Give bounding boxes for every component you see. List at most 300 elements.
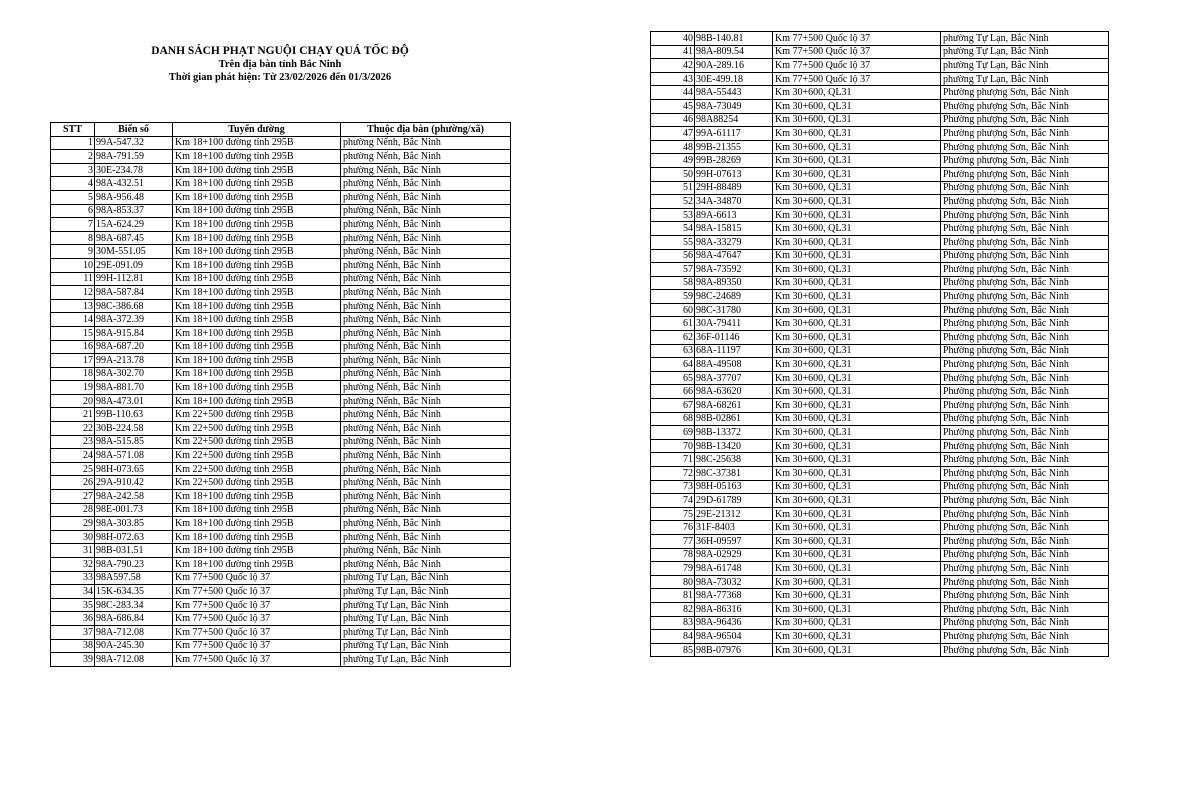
row-plate: 98A-242.58: [95, 490, 173, 504]
row-area: phường Nếnh, Bắc Ninh: [341, 190, 511, 204]
row-route: Km 30+600, QL31: [773, 317, 941, 331]
row-stt: 61: [651, 317, 695, 331]
row-plate: 98A-915.84: [95, 326, 173, 340]
row-stt: 50: [651, 167, 695, 181]
row-route: Km 30+600, QL31: [773, 480, 941, 494]
table-row: [51, 299, 511, 313]
row-area: phường Nếnh, Bắc Ninh: [341, 422, 511, 436]
row-plate: 98E-001.73: [95, 503, 173, 517]
row-plate: 30E-234.78: [95, 163, 173, 177]
document-period: Thời gian phát hiện: Từ 23/02/2026 đến 01/3/2026: [168, 72, 392, 83]
row-route: Km 30+600, QL31: [773, 494, 941, 508]
row-stt: 63: [651, 344, 695, 358]
table-row: [651, 167, 1109, 181]
row-area: phường Nếnh, Bắc Ninh: [341, 204, 511, 218]
table-row: [651, 521, 1109, 535]
row-area: phường Nếnh, Bắc Ninh: [341, 435, 511, 449]
row-route: Km 22+500 đường tỉnh 295B: [173, 422, 341, 436]
row-stt: 17: [51, 354, 95, 368]
row-plate: 90A-289.16: [695, 59, 773, 73]
row-area: phường Nếnh, Bắc Ninh: [341, 272, 511, 286]
row-plate: 98A-73032: [695, 575, 773, 589]
table-row: [651, 602, 1109, 616]
table-row: [51, 408, 511, 422]
row-stt: 30: [51, 530, 95, 544]
row-route: Km 30+600, QL31: [773, 99, 941, 113]
row-area: phường Nếnh, Bắc Ninh: [341, 503, 511, 517]
row-area: Phường phượng Sơn, Bắc Ninh: [941, 439, 1109, 453]
row-plate: 99H-07613: [695, 167, 773, 181]
row-stt: 59: [651, 290, 695, 304]
table-row: [651, 575, 1109, 589]
table-row: [51, 150, 511, 164]
column-header-plate: Biển số: [95, 123, 173, 137]
row-stt: 5: [51, 190, 95, 204]
row-plate: 98B-140.81: [695, 32, 773, 46]
row-stt: 60: [651, 303, 695, 317]
row-area: Phường phượng Sơn, Bắc Ninh: [941, 317, 1109, 331]
row-stt: 2: [51, 150, 95, 164]
row-stt: 82: [651, 602, 695, 616]
row-route: Km 18+100 đường tỉnh 295B: [173, 204, 341, 218]
row-stt: 80: [651, 575, 695, 589]
row-route: Km 30+600, QL31: [773, 548, 941, 562]
row-area: phường Tự Lạn, Bắc Ninh: [341, 598, 511, 612]
row-stt: 83: [651, 616, 695, 630]
row-area: Phường phượng Sơn, Bắc Ninh: [941, 426, 1109, 440]
row-route: Km 30+600, QL31: [773, 290, 941, 304]
row-stt: 10: [51, 258, 95, 272]
table-row: [651, 249, 1109, 263]
row-area: phường Nếnh, Bắc Ninh: [341, 286, 511, 300]
row-stt: 37: [51, 625, 95, 639]
table-row: [51, 313, 511, 327]
row-stt: 62: [651, 331, 695, 345]
row-area: Phường phượng Sơn, Bắc Ninh: [941, 589, 1109, 603]
row-plate: 29D-61789: [695, 494, 773, 508]
row-stt: 15: [51, 326, 95, 340]
row-route: Km 77+500 Quốc lộ 37: [773, 59, 941, 73]
row-route: Km 30+600, QL31: [773, 263, 941, 277]
row-stt: 46: [651, 113, 695, 127]
row-stt: 35: [51, 598, 95, 612]
row-plate: 98A-15815: [695, 222, 773, 236]
table-row: [51, 558, 511, 572]
row-route: Km 30+600, QL31: [773, 358, 941, 372]
row-plate: 98A-63620: [695, 385, 773, 399]
row-stt: 32: [51, 558, 95, 572]
row-stt: 25: [51, 462, 95, 476]
row-stt: 31: [51, 544, 95, 558]
row-area: phường Nếnh, Bắc Ninh: [341, 530, 511, 544]
row-stt: 1: [51, 136, 95, 150]
row-area: Phường phượng Sơn, Bắc Ninh: [941, 86, 1109, 100]
column-header-area: Thuộc địa bàn (phường/xã): [341, 123, 511, 137]
row-area: phường Tự Lạn, Bắc Ninh: [341, 571, 511, 585]
row-area: Phường phượng Sơn, Bắc Ninh: [941, 385, 1109, 399]
row-area: phường Nếnh, Bắc Ninh: [341, 326, 511, 340]
row-stt: 52: [651, 195, 695, 209]
row-stt: 69: [651, 426, 695, 440]
table-row: [51, 544, 511, 558]
table-row: [651, 303, 1109, 317]
row-route: Km 30+600, QL31: [773, 412, 941, 426]
row-stt: 84: [651, 630, 695, 644]
row-route: Km 30+600, QL31: [773, 113, 941, 127]
row-plate: 98A-791.59: [95, 150, 173, 164]
row-stt: 26: [51, 476, 95, 490]
row-route: Km 77+500 Quốc lộ 37: [773, 45, 941, 59]
row-route: Km 77+500 Quốc lộ 37: [173, 639, 341, 653]
row-route: Km 30+600, QL31: [773, 86, 941, 100]
row-route: Km 30+600, QL31: [773, 127, 941, 141]
row-stt: 64: [651, 358, 695, 372]
table-row: [651, 548, 1109, 562]
row-plate: 98C-24689: [695, 290, 773, 304]
row-route: Km 30+600, QL31: [773, 534, 941, 548]
row-area: phường Nếnh, Bắc Ninh: [341, 367, 511, 381]
table-row: [51, 190, 511, 204]
row-route: Km 22+500 đường tỉnh 295B: [173, 449, 341, 463]
row-area: phường Nếnh, Bắc Ninh: [341, 340, 511, 354]
row-plate: 99B-28269: [695, 154, 773, 168]
table-row: [51, 530, 511, 544]
row-area: Phường phượng Sơn, Bắc Ninh: [941, 412, 1109, 426]
row-plate: 29E-21312: [695, 507, 773, 521]
row-stt: 43: [651, 72, 695, 86]
row-route: Km 30+600, QL31: [773, 575, 941, 589]
table-row: [651, 127, 1109, 141]
table-row: [51, 449, 511, 463]
row-plate: 98A-02929: [695, 548, 773, 562]
row-area: phường Tự Lạn, Bắc Ninh: [341, 639, 511, 653]
row-plate: 98B-031.51: [95, 544, 173, 558]
table-row: [651, 453, 1109, 467]
row-plate: 98A-96436: [695, 616, 773, 630]
table-row: [651, 439, 1109, 453]
row-stt: 12: [51, 286, 95, 300]
table-row: [651, 113, 1109, 127]
row-area: Phường phượng Sơn, Bắc Ninh: [941, 127, 1109, 141]
row-plate: 31F-8403: [695, 521, 773, 535]
row-plate: 98H-073.65: [95, 462, 173, 476]
row-area: phường Tự Lạn, Bắc Ninh: [341, 612, 511, 626]
row-plate: 98B-13420: [695, 439, 773, 453]
row-plate: 98A-712.08: [95, 625, 173, 639]
row-area: Phường phượng Sơn, Bắc Ninh: [941, 399, 1109, 413]
row-stt: 19: [51, 381, 95, 395]
row-plate: 36H-09597: [695, 534, 773, 548]
row-route: Km 30+600, QL31: [773, 426, 941, 440]
row-plate: 30A-79411: [695, 317, 773, 331]
row-route: Km 18+100 đường tỉnh 295B: [173, 272, 341, 286]
row-route: Km 30+600, QL31: [773, 371, 941, 385]
row-plate: 89A-6613: [695, 208, 773, 222]
table-row: [651, 643, 1109, 657]
row-plate: 98A-86316: [695, 602, 773, 616]
row-area: Phường phượng Sơn, Bắc Ninh: [941, 249, 1109, 263]
row-area: phường Nếnh, Bắc Ninh: [341, 449, 511, 463]
table-row: [51, 653, 511, 667]
table-row: [51, 204, 511, 218]
row-route: Km 18+100 đường tỉnh 295B: [173, 218, 341, 232]
row-area: phường Nếnh, Bắc Ninh: [341, 218, 511, 232]
row-route: Km 30+600, QL31: [773, 562, 941, 576]
row-route: Km 30+600, QL31: [773, 249, 941, 263]
row-area: phường Tự Lạn, Bắc Ninh: [941, 59, 1109, 73]
row-area: Phường phượng Sơn, Bắc Ninh: [941, 99, 1109, 113]
row-route: Km 18+100 đường tỉnh 295B: [173, 150, 341, 164]
table-row: [51, 340, 511, 354]
row-route: Km 30+600, QL31: [773, 385, 941, 399]
table-row: [651, 534, 1109, 548]
row-stt: 29: [51, 517, 95, 531]
table-row: [651, 154, 1109, 168]
table-row: [651, 263, 1109, 277]
row-plate: 98A-687.20: [95, 340, 173, 354]
row-area: phường Tự Lạn, Bắc Ninh: [941, 32, 1109, 46]
row-area: phường Nếnh, Bắc Ninh: [341, 150, 511, 164]
table-row: [651, 494, 1109, 508]
row-route: Km 18+100 đường tỉnh 295B: [173, 190, 341, 204]
row-plate: 15A-624.29: [95, 218, 173, 232]
row-route: Km 30+600, QL31: [773, 616, 941, 630]
row-area: Phường phượng Sơn, Bắc Ninh: [941, 548, 1109, 562]
row-route: Km 30+600, QL31: [773, 643, 941, 657]
row-plate: 98C-37381: [695, 467, 773, 481]
table-row: [51, 422, 511, 436]
table-row: [651, 426, 1109, 440]
row-stt: 27: [51, 490, 95, 504]
row-stt: 75: [651, 507, 695, 521]
table-row: [651, 72, 1109, 86]
table-row: [51, 585, 511, 599]
table-row: [651, 140, 1109, 154]
row-route: Km 18+100 đường tỉnh 295B: [173, 286, 341, 300]
table-row: [51, 435, 511, 449]
row-stt: 38: [51, 639, 95, 653]
row-area: phường Nếnh, Bắc Ninh: [341, 381, 511, 395]
row-plate: 68A-11197: [695, 344, 773, 358]
row-area: Phường phượng Sơn, Bắc Ninh: [941, 290, 1109, 304]
row-area: Phường phượng Sơn, Bắc Ninh: [941, 575, 1109, 589]
row-stt: 42: [651, 59, 695, 73]
table-row: [51, 476, 511, 490]
row-route: Km 18+100 đường tỉnh 295B: [173, 299, 341, 313]
row-area: Phường phượng Sơn, Bắc Ninh: [941, 630, 1109, 644]
table-row: [651, 630, 1109, 644]
row-plate: 98A-55443: [695, 86, 773, 100]
row-route: Km 18+100 đường tỉnh 295B: [173, 490, 341, 504]
table-row: [651, 385, 1109, 399]
row-route: Km 22+500 đường tỉnh 295B: [173, 408, 341, 422]
row-route: Km 77+500 Quốc lộ 37: [173, 598, 341, 612]
table-row: [651, 331, 1109, 345]
row-area: phường Nếnh, Bắc Ninh: [341, 313, 511, 327]
row-stt: 51: [651, 181, 695, 195]
violations-table-left: [50, 122, 511, 667]
row-area: Phường phượng Sơn, Bắc Ninh: [941, 507, 1109, 521]
table-row: [651, 32, 1109, 46]
document-title: DANH SÁCH PHẠT NGUỘI CHẠY QUÁ TỐC ĐỘ: [151, 45, 409, 57]
row-area: phường Tự Lạn, Bắc Ninh: [341, 625, 511, 639]
row-plate: 98A-73049: [695, 99, 773, 113]
row-plate: 30B-224.58: [95, 422, 173, 436]
row-plate: 98A-89350: [695, 276, 773, 290]
violations-table-right: [650, 31, 1109, 657]
row-stt: 36: [51, 612, 95, 626]
row-route: Km 18+100 đường tỉnh 295B: [173, 530, 341, 544]
row-route: Km 30+600, QL31: [773, 439, 941, 453]
table-row: [651, 480, 1109, 494]
column-header-stt: STT: [51, 123, 95, 137]
table-row: [51, 286, 511, 300]
row-route: Km 18+100 đường tỉnh 295B: [173, 558, 341, 572]
row-area: phường Nếnh, Bắc Ninh: [341, 462, 511, 476]
row-route: Km 22+500 đường tỉnh 295B: [173, 476, 341, 490]
row-plate: 99A-547.32: [95, 136, 173, 150]
row-plate: 98A-61748: [695, 562, 773, 576]
row-route: Km 77+500 Quốc lộ 37: [173, 625, 341, 639]
row-area: Phường phượng Sơn, Bắc Ninh: [941, 534, 1109, 548]
row-area: phường Nếnh, Bắc Ninh: [341, 394, 511, 408]
row-area: Phường phượng Sơn, Bắc Ninh: [941, 154, 1109, 168]
row-route: Km 77+500 Quốc lộ 37: [173, 571, 341, 585]
row-area: phường Nếnh, Bắc Ninh: [341, 354, 511, 368]
row-area: Phường phượng Sơn, Bắc Ninh: [941, 358, 1109, 372]
document-subtitle: Trên địa bàn tỉnh Bắc Ninh: [218, 59, 342, 70]
table-row: [651, 616, 1109, 630]
row-route: Km 30+600, QL31: [773, 344, 941, 358]
row-route: Km 18+100 đường tỉnh 295B: [173, 163, 341, 177]
table-row: [51, 639, 511, 653]
row-route: Km 18+100 đường tỉnh 295B: [173, 367, 341, 381]
row-plate: 98A-956.48: [95, 190, 173, 204]
row-plate: 15K-634.35: [95, 585, 173, 599]
row-area: Phường phượng Sơn, Bắc Ninh: [941, 562, 1109, 576]
row-plate: 99A-213.78: [95, 354, 173, 368]
row-stt: 47: [651, 127, 695, 141]
table-row: [51, 598, 511, 612]
table-row: [651, 45, 1109, 59]
row-stt: 3: [51, 163, 95, 177]
row-route: Km 77+500 Quốc lộ 37: [173, 612, 341, 626]
row-area: Phường phượng Sơn, Bắc Ninh: [941, 494, 1109, 508]
table-row: [51, 272, 511, 286]
row-plate: 99A-61117: [695, 127, 773, 141]
row-stt: 24: [51, 449, 95, 463]
row-plate: 30M-551.05: [95, 245, 173, 259]
row-area: phường Nếnh, Bắc Ninh: [341, 544, 511, 558]
row-area: Phường phượng Sơn, Bắc Ninh: [941, 453, 1109, 467]
row-route: Km 18+100 đường tỉnh 295B: [173, 354, 341, 368]
table-row: [651, 412, 1109, 426]
table-row: [51, 462, 511, 476]
row-stt: 79: [651, 562, 695, 576]
row-stt: 53: [651, 208, 695, 222]
row-area: Phường phượng Sơn, Bắc Ninh: [941, 167, 1109, 181]
row-area: Phường phượng Sơn, Bắc Ninh: [941, 467, 1109, 481]
row-route: Km 22+500 đường tỉnh 295B: [173, 435, 341, 449]
row-plate: 98A-37707: [695, 371, 773, 385]
row-route: Km 18+100 đường tỉnh 295B: [173, 177, 341, 191]
row-route: Km 77+500 Quốc lộ 37: [773, 32, 941, 46]
row-stt: 72: [651, 467, 695, 481]
row-plate: 98B-02861: [695, 412, 773, 426]
table-row: [51, 218, 511, 232]
table-row: [51, 354, 511, 368]
table-row: [651, 222, 1109, 236]
row-plate: 29H-88489: [695, 181, 773, 195]
row-route: Km 77+500 Quốc lộ 37: [773, 72, 941, 86]
row-stt: 57: [651, 263, 695, 277]
row-plate: 99B-21355: [695, 140, 773, 154]
row-stt: 77: [651, 534, 695, 548]
row-plate: 98A-687.45: [95, 231, 173, 245]
table-row: [651, 290, 1109, 304]
table-row: [651, 99, 1109, 113]
row-route: Km 18+100 đường tỉnh 295B: [173, 503, 341, 517]
table-row: [651, 317, 1109, 331]
row-plate: 98B-13372: [695, 426, 773, 440]
table-row: [651, 86, 1109, 100]
table-row: [651, 344, 1109, 358]
table-row: [651, 358, 1109, 372]
row-stt: 21: [51, 408, 95, 422]
row-route: Km 30+600, QL31: [773, 521, 941, 535]
row-plate: 98A-712.08: [95, 653, 173, 667]
document-header: [50, 45, 510, 84]
row-stt: 33: [51, 571, 95, 585]
row-stt: 7: [51, 218, 95, 232]
table-header-row: [51, 123, 511, 137]
row-area: Phường phượng Sơn, Bắc Ninh: [941, 222, 1109, 236]
row-route: Km 30+600, QL31: [773, 167, 941, 181]
row-plate: 98C-25638: [695, 453, 773, 467]
row-plate: 88A-49508: [695, 358, 773, 372]
row-plate: 98A-790.23: [95, 558, 173, 572]
row-plate: 99B-110.63: [95, 408, 173, 422]
row-stt: 28: [51, 503, 95, 517]
row-stt: 40: [651, 32, 695, 46]
row-stt: 18: [51, 367, 95, 381]
row-route: Km 30+600, QL31: [773, 140, 941, 154]
row-stt: 22: [51, 422, 95, 436]
row-stt: 39: [51, 653, 95, 667]
row-area: Phường phượng Sơn, Bắc Ninh: [941, 113, 1109, 127]
row-plate: 98H-072.63: [95, 530, 173, 544]
row-plate: 98A88254: [695, 113, 773, 127]
column-header-route: Tuyến đường: [173, 123, 341, 137]
row-stt: 11: [51, 272, 95, 286]
table-row: [651, 399, 1109, 413]
table-row: [51, 177, 511, 191]
row-plate: 98A-303.85: [95, 517, 173, 531]
row-area: Phường phượng Sơn, Bắc Ninh: [941, 480, 1109, 494]
row-area: phường Nếnh, Bắc Ninh: [341, 177, 511, 191]
row-plate: 98A-881.70: [95, 381, 173, 395]
row-route: Km 30+600, QL31: [773, 181, 941, 195]
row-route: Km 30+600, QL31: [773, 399, 941, 413]
row-plate: 98A-96504: [695, 630, 773, 644]
table-row: [651, 235, 1109, 249]
row-route: Km 18+100 đường tỉnh 295B: [173, 136, 341, 150]
row-stt: 58: [651, 276, 695, 290]
row-plate: 29E-091.09: [95, 258, 173, 272]
table-row: [51, 490, 511, 504]
row-route: Km 18+100 đường tỉnh 295B: [173, 340, 341, 354]
row-area: phường Nếnh, Bắc Ninh: [341, 245, 511, 259]
